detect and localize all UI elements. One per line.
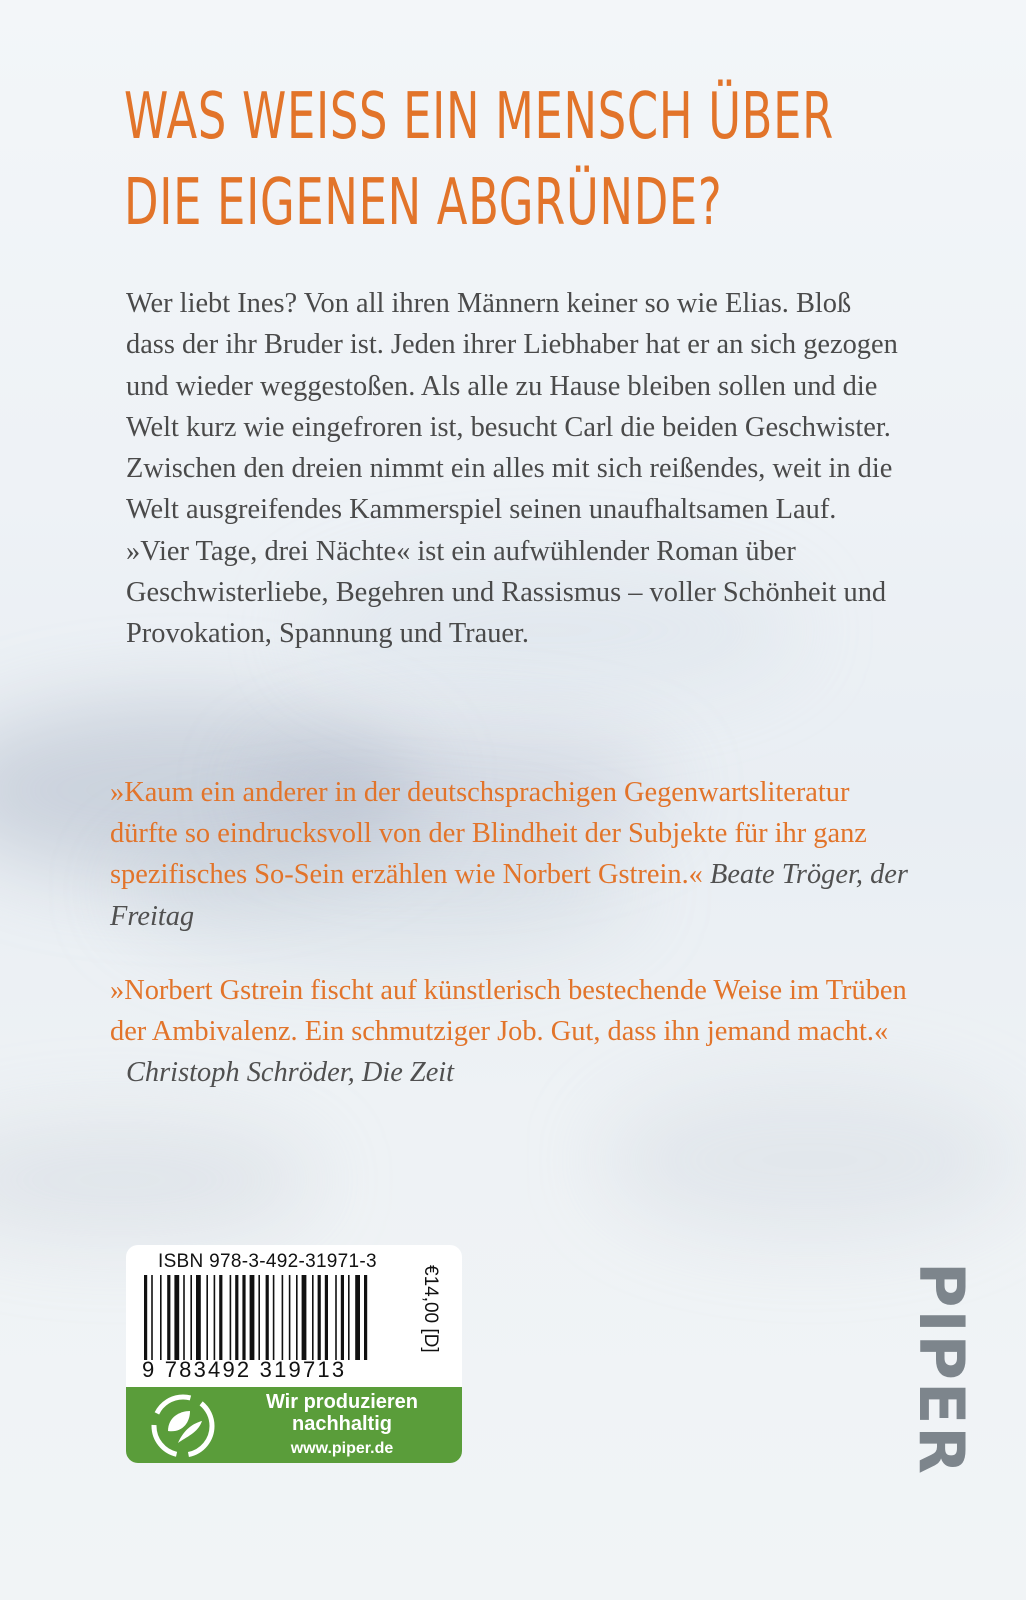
background-blur: [600, 1080, 1020, 1240]
review-quote-1: [110, 772, 910, 937]
recycle-leaves-icon: [150, 1393, 216, 1459]
headline: [124, 74, 834, 246]
background-blur: [0, 1120, 320, 1240]
barcode-icon: [142, 1275, 408, 1360]
publisher-name: PIPER: [905, 1262, 978, 1477]
publisher-url: www.piper.de: [290, 1440, 394, 1457]
blurb-text: Wer liebt Ines? Von all ihren Männern keiner so wie Elias. Bloß dass der ihr Bruder ist. Jeden ihrer Liebhaber hat er an sich gezogen und wieder weggestoßen. Als alle zu Hause bleiben sollen und die Welt kurz wie eingefroren ist, besucht Carl die beiden Geschwister. Zwischen den dreien nimmt ein alles mit sich reißendes, weit in die Welt ausgreifendes Kammerspiel seinen unaufhaltsamen Lauf. »Vier Tage, drei Nächte« ist ein aufwühlender Roman über Geschwisterliebe, Begehren und Rassismus – voller Schönheit und Provokation, Spannung und Trauer.: [126, 288, 898, 650]
price-text: €14,00 [D]: [420, 1265, 441, 1353]
review-quote-2: [110, 970, 910, 1094]
eco-badge: [126, 1387, 462, 1463]
quote-attribution: Beate Tröger, der Freitag: [110, 859, 908, 932]
quote-text: »Kaum ein anderer in der deutschsprachigen Gegenwartsliteratur dürfte so eindrucksvoll von der Blindheit der Subjekte für ihr ganz spezifisches So-Sein erzählen wie Norbert Gstrein.«: [110, 777, 867, 891]
eco-line-1: Wir produzieren: [265, 1391, 419, 1413]
price-label: [419, 1265, 441, 1385]
headline-line-1: WAS WEISS EIN MENSCH ÜBER: [124, 80, 834, 154]
headline-line-2: DIE EIGENEN ABGRÜNDE?: [124, 166, 723, 240]
isbn-text: ISBN 978-3-492-31971-3: [158, 1251, 377, 1272]
quote-attribution: Christoph Schröder, Die Zeit: [126, 1057, 455, 1089]
barcode-label: [126, 1245, 462, 1463]
publisher-logo: [905, 1262, 978, 1477]
eco-text: [222, 1391, 462, 1460]
barcode-digits: 9 783492 319713: [142, 1357, 347, 1382]
quote-text: »Norbert Gstrein fischt auf künstlerisch bestechende Weise im Trüben der Ambivalenz. Ein schmutziger Job. Gut, dass ihn jemand macht.«: [110, 975, 907, 1048]
eco-line-2: nachhaltig: [291, 1413, 392, 1435]
